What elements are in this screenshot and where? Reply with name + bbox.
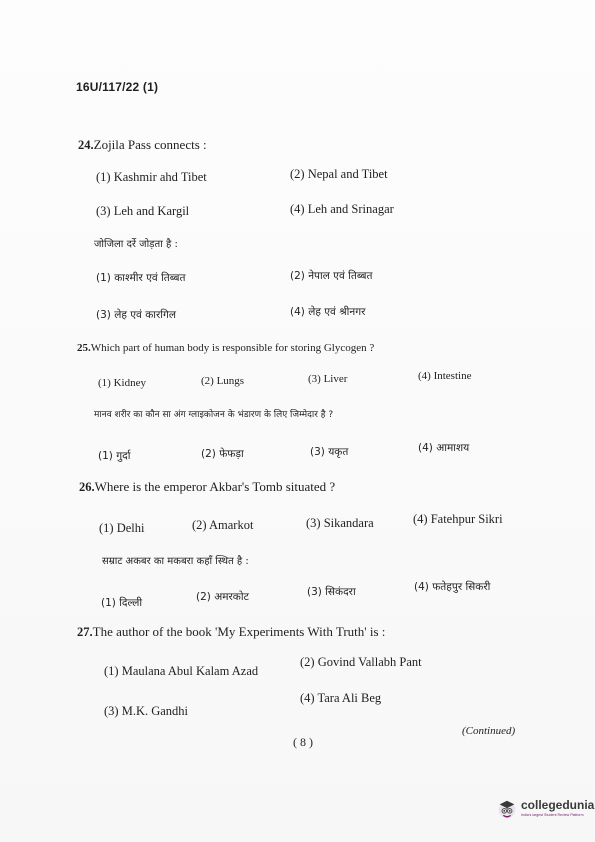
q26-hindi-option-3: (3) सिकंदरा <box>307 586 356 598</box>
question-number: 24. <box>78 138 94 152</box>
q25-hindi-text: मानव शरीर का कौन सा अंग ग्लाइकोजन के भंडारण के लिए जिम्मेदार है ? <box>94 410 334 420</box>
q26-hindi-text: सम्राट अकबर का मकबरा कहाँ स्थित है : <box>102 556 249 567</box>
q25-hindi-option-1: (1) गुर्दा <box>98 450 131 462</box>
q26-option-1: (1) Delhi <box>99 521 145 535</box>
q27-option-4: (4) Tara Ali Beg <box>300 691 382 705</box>
q26-option-3: (3) Sikandara <box>306 516 374 530</box>
q24-hindi-option-4: (4) लेह एवं श्रीनगर <box>290 306 366 318</box>
continued-note: (Continued) <box>462 725 516 737</box>
q26-hindi-option-2: (2) अमरकोट <box>196 591 249 603</box>
brand-tagline: India's largest Student Review Platform <box>521 813 584 817</box>
question-27 <box>77 624 385 640</box>
q24-option-2: (2) Nepal and Tibet <box>290 167 388 181</box>
q24-hindi-option-1: (1) काश्मीर एवं तिब्बत <box>96 272 186 284</box>
paper-code: 16U/117/22 (1) <box>76 80 159 94</box>
q25-option-2: (2) Lungs <box>201 375 245 387</box>
q26-hindi-option-4: (4) फतेहपुर सिकरी <box>414 581 491 593</box>
question-number: 25. <box>77 342 91 354</box>
q24-option-4: (4) Leh and Srinagar <box>290 202 394 216</box>
q25-option-4: (4) Intestine <box>418 370 472 382</box>
q24-option-1: (1) Kashmir ahd Tibet <box>96 170 207 184</box>
q25-option-3: (3) Liver <box>308 373 348 385</box>
q26-option-4: (4) Fatehpur Sikri <box>413 512 503 526</box>
question-text: Which part of human body is responsible for storing Glycogen ? <box>90 342 375 354</box>
q26-hindi-option-1: (1) दिल्ली <box>101 597 143 609</box>
question-24 <box>78 137 207 153</box>
question-text: The author of the book 'My Experiments With Truth' is : <box>92 624 386 639</box>
brand-name: collegedunia <box>521 798 595 812</box>
brand-watermark <box>496 796 595 828</box>
question-text: Where is the emperor Akbar's Tomb situated ? <box>94 479 336 494</box>
q27-option-3: (3) M.K. Gandhi <box>104 704 189 718</box>
question-26 <box>79 479 335 495</box>
q25-hindi-option-4: (4) आमाशय <box>418 442 470 454</box>
q26-option-2: (2) Amarkot <box>192 518 254 532</box>
question-25 <box>77 340 374 355</box>
q24-hindi-text: जोजिला दर्रे जोड़ता है : <box>94 239 178 250</box>
q25-hindi-option-2: (2) फेफड़ा <box>201 448 244 460</box>
page-number: ( 8 ) <box>293 735 313 749</box>
q27-option-1: (1) Maulana Abul Kalam Azad <box>104 664 259 678</box>
q24-option-3: (3) Leh and Kargil <box>96 204 190 218</box>
question-number: 27. <box>77 625 93 639</box>
question-text: Zojila Pass connects : <box>93 137 207 152</box>
q24-hindi-option-3: (3) लेह एवं कारगिल <box>96 309 177 321</box>
q24-hindi-option-2: (2) नेपाल एवं तिब्बत <box>290 270 373 282</box>
q25-hindi-option-3: (3) यकृत <box>310 446 349 458</box>
question-number: 26. <box>79 480 95 494</box>
graduate-owl-icon <box>496 798 518 820</box>
q25-option-1: (1) Kidney <box>98 377 146 389</box>
q27-option-2: (2) Govind Vallabh Pant <box>300 655 422 669</box>
